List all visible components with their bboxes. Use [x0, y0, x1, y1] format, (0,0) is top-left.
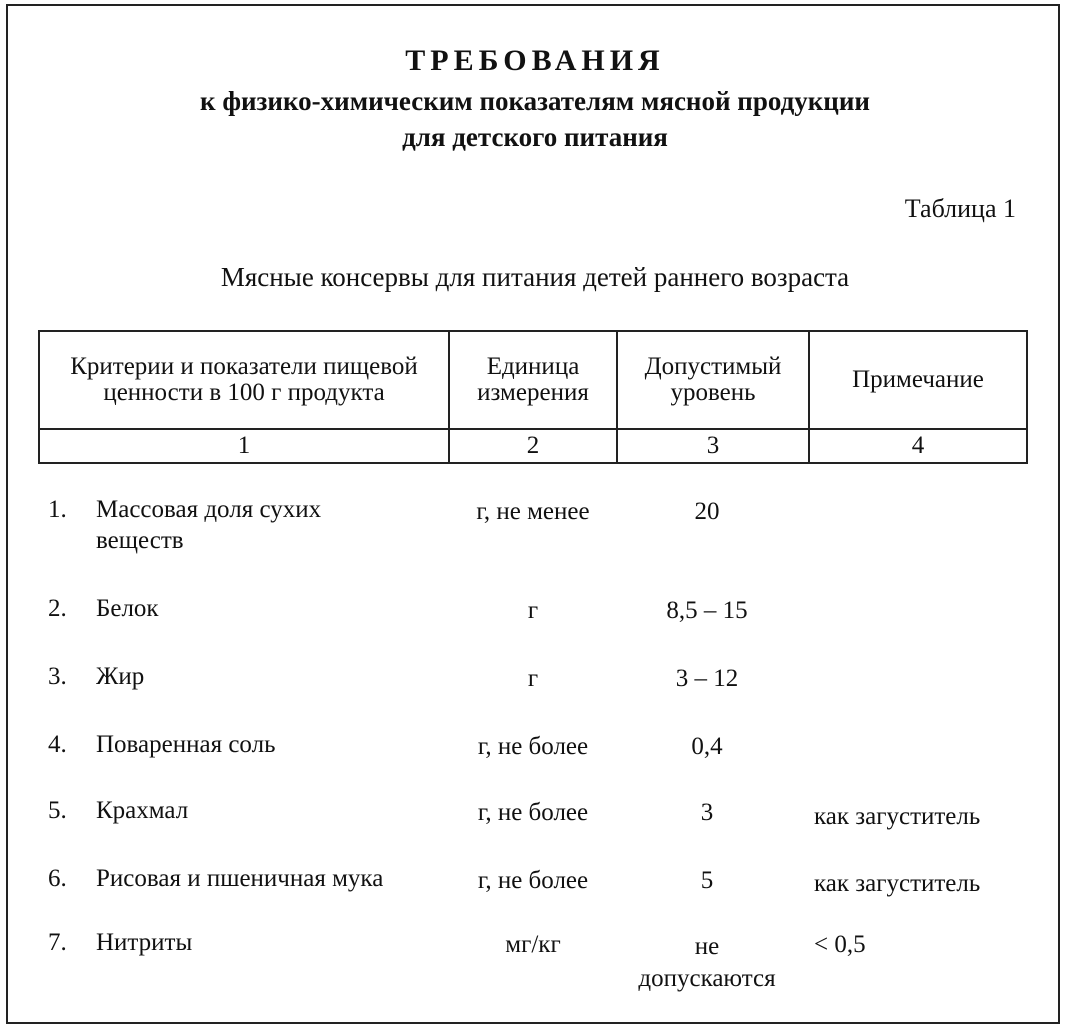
row-number: 7. — [48, 929, 67, 956]
row-level: 20 — [694, 498, 720, 525]
table-header — [38, 330, 1028, 464]
row-unit: г, не более — [477, 867, 589, 894]
row-number: 5. — [48, 797, 67, 824]
row-unit: г, не менее — [476, 498, 590, 525]
row-unit: мг/кг — [505, 931, 561, 958]
document-subtitle-line1: к физико-химическим показателям мясной продукции — [200, 86, 870, 116]
header-level: Допустимый уровень — [617, 331, 809, 429]
row-unit: г — [527, 665, 539, 692]
row-number: 6. — [48, 865, 67, 892]
header-note: Примечание — [809, 331, 1027, 429]
row-criterion: Рисовая и пшеничная мука — [96, 865, 384, 892]
row-level: 0,4 — [691, 733, 723, 760]
row-criterion: Нитриты — [96, 929, 193, 956]
row-level: 5 — [700, 867, 714, 894]
table-caption: Мясные консервы для питания детей раннего возраста — [220, 262, 850, 292]
row-number: 2. — [48, 595, 67, 622]
row-unit: г, не более — [477, 799, 589, 826]
row-criterion: Поваренная соль — [96, 731, 276, 758]
row-unit: г, не более — [477, 733, 589, 760]
column-number-row — [39, 429, 1027, 463]
row-note: как загуститель — [814, 803, 981, 830]
row-note: < 0,5 — [814, 931, 866, 958]
column-number: 1 — [39, 429, 449, 463]
column-number: 4 — [809, 429, 1027, 463]
document-subtitle-line2: для детского питания — [402, 122, 668, 152]
row-level: 3 – 12 — [675, 665, 739, 692]
row-number: 1. — [48, 496, 67, 523]
row-level: 3 — [700, 799, 714, 826]
row-criterion: Массовая доля сухих — [96, 496, 322, 523]
row-criterion: Крахмал — [96, 797, 189, 824]
table-number: Таблица 1 — [904, 194, 1016, 223]
row-criterion-cont: веществ — [96, 527, 184, 554]
row-level: 8,5 – 15 — [666, 597, 748, 624]
row-level: не — [694, 933, 720, 960]
row-number: 4. — [48, 731, 67, 758]
row-criterion: Белок — [96, 595, 159, 622]
row-criterion: Жир — [96, 663, 145, 690]
header-criteria: Критерии и показатели пищевой ценности в 100 г продукта — [39, 331, 449, 429]
row-note: как загуститель — [814, 870, 981, 897]
column-number: 3 — [617, 429, 809, 463]
header-unit: Единица измерения — [449, 331, 617, 429]
row-number: 3. — [48, 663, 67, 690]
column-number: 2 — [449, 429, 617, 463]
header-row — [39, 331, 1027, 429]
row-level-cont: допускаются — [638, 965, 776, 992]
row-unit: г — [527, 597, 539, 624]
document-title: ТРЕБОВАНИЯ — [405, 44, 665, 77]
